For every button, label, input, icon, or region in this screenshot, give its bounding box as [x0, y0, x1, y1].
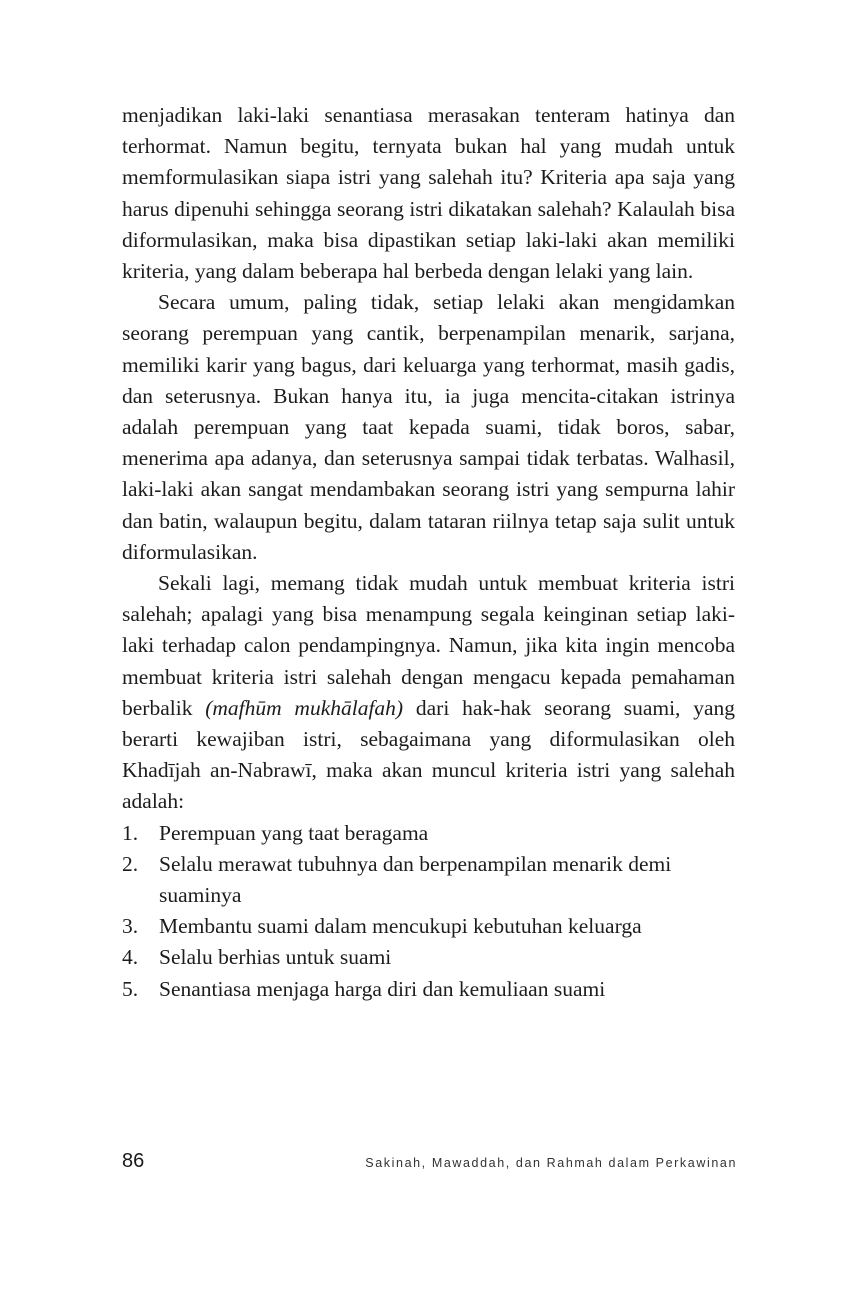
page-footer — [122, 1150, 737, 1173]
italic-term: (mafhūm mukhālafah) — [205, 695, 404, 720]
page-number: 86 — [122, 1150, 145, 1172]
list-item — [122, 911, 735, 942]
paragraph-1: menjadikan laki-laki senantiasa merasakan tenteram hatinya dan terhormat. Namun begitu, ternyata bukan hal yang mudah untuk memformulasikan siapa istri yang salehah itu? Kriteria apa saja yang harus dipenuhi sehingga seorang istri dikatakan salehah? Kalaulah bisa diformulasikan, maka bisa dipastikan setiap laki-laki akan memiliki kriteria, yang dalam beberapa hal berbeda dengan lelaki yang lain. — [122, 103, 735, 284]
paragraph-3-text-start: Sekali lagi, memang tidak mudah untuk membuat kriteria istri salehah; apalagi yang bisa menampung segala keinginan setiap laki-laki terhadap calon pendampingnya. Namun, jika kita ingin mencoba membuat kriteria istri salehah dengan mengacu kepada pemahaman berbalik — [122, 571, 735, 720]
list-item-number: 4. — [122, 945, 139, 970]
list-item-text: Selalu berhias untuk suami — [159, 945, 392, 970]
list-item — [122, 849, 735, 911]
list-item-text: Perempuan yang taat beragama — [159, 820, 429, 845]
list-item-text: Senantiasa menjaga harga diri dan kemuliaan suami — [159, 976, 606, 1001]
paragraph-2: Secara umum, paling tidak, setiap lelaki akan mengidamkan seorang perempuan yang cantik, berpenampilan menarik, sarjana, memiliki karir yang bagus, dari keluarga yang terhormat, masih gadis, dan seterusnya. Bukan hanya itu, ia juga mencita-citakan istrinya adalah perempuan yang taat kepada suami, tidak boros, sabar, menerima apa adanya, dan seterusnya sampai tidak terbatas. Walhasil, laki-laki akan sangat mendambakan seorang istri yang sempurna lahir dan batin, walaupun begitu, dalam tataran riilnya tetap saja sulit untuk diformulasikan. — [122, 290, 735, 564]
list-item — [122, 942, 735, 973]
list-item-number: 2. — [122, 851, 139, 876]
criteria-list — [122, 818, 735, 1005]
list-item-text: Membantu suami dalam mencukupi kebutuhan keluarga — [159, 914, 642, 939]
list-item-text: Selalu merawat tubuhnya dan berpenampilan menarik demi suaminya — [159, 851, 672, 908]
running-title: Sakinah, Mawaddah, dan Rahmah dalam Perkawinan — [365, 1156, 737, 1170]
list-item — [122, 818, 735, 849]
paragraph-3-text-end: dari hak-hak seorang suami, yang berarti kewajiban istri, sebagaimana yang diformulasikan oleh Khadījah an-Nabrawī, maka akan muncul kriteria istri yang salehah adalah: — [122, 695, 735, 814]
body-text — [122, 100, 735, 1005]
paragraph-3 — [122, 568, 735, 818]
list-item-number: 5. — [122, 976, 139, 1001]
list-item-number: 1. — [122, 820, 139, 845]
list-item-number: 3. — [122, 914, 139, 939]
list-item — [122, 974, 735, 1005]
